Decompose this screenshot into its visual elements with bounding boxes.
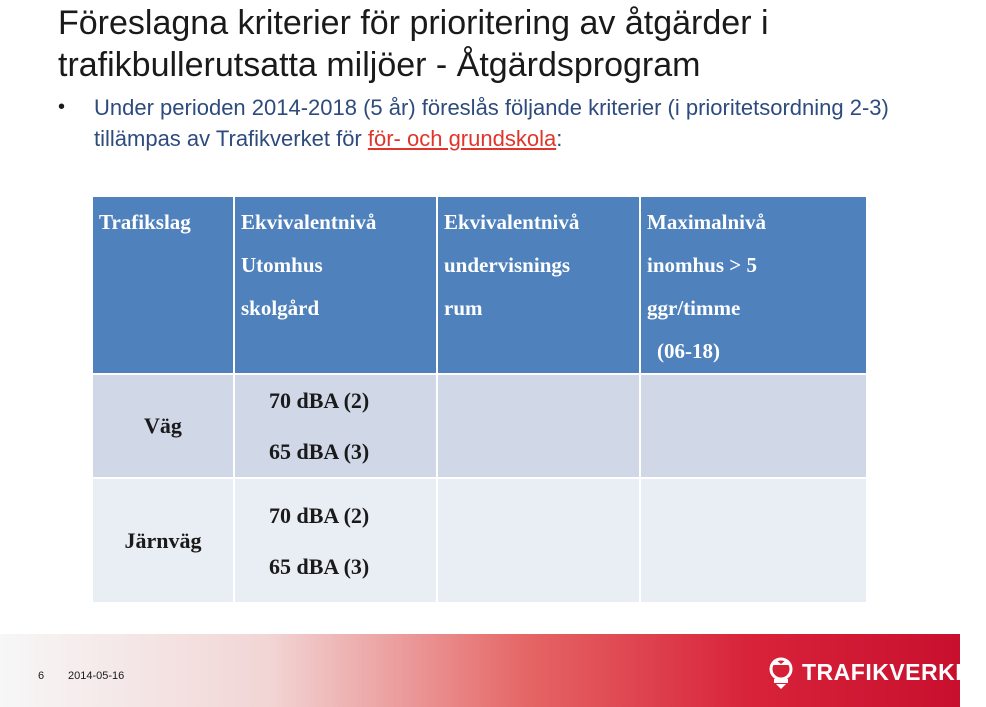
bullet-text-suffix: : [556,126,563,151]
row-value: 70 dBA (2) [269,502,370,528]
table-row [92,374,867,478]
header-line: undervisnings [444,253,571,277]
table-header-row [92,196,867,374]
crown-emblem-icon [766,654,796,690]
row-value: 65 dBA (3) [269,439,370,464]
header-line: inomhus > 5 [647,253,758,277]
page-number: 6 [38,670,45,682]
header-line: Trafikslag [99,210,191,234]
bullet-text-prefix: Under perioden 2014-2018 (5 år) föreslås följande kriterier (i prioritetsordning 2-3) tillämpas av Trafikverket för [94,95,889,151]
header-line: (06-18) [657,339,720,363]
row-value: 65 dBA (3) [269,553,370,579]
header-line: Maximalnivå [647,210,766,234]
header-ekvivalent-undervisning [437,196,640,374]
header-line: rum [444,296,483,320]
trafikverket-logo [766,652,986,692]
row-value: 70 dBA (2) [269,388,370,413]
row-cell-empty [437,374,640,478]
slide-footer [0,634,986,707]
header-maximalniva [640,196,867,374]
slide-title: Föreslagna kriterier för prioritering av åtgärder i trafikbullerutsatta miljöer - Åtgärdsprogram [58,4,769,84]
bullet-text [58,92,918,154]
footer-date: 2014-05-16 [68,670,125,682]
row-category: Väg [92,374,234,478]
row-cell-empty [437,478,640,603]
row-cell-empty [640,374,867,478]
header-line: Utomhus [241,253,323,277]
row-category: Järnväg [92,478,234,603]
bullet-highlight-link[interactable]: för- och grundskola [367,126,557,151]
row-values [234,478,437,603]
header-line: skolgård [241,296,320,320]
row-cell-empty [640,478,867,603]
bullet-point [58,92,918,154]
header-ekvivalent-utomhus [234,196,437,374]
header-trafikslag [92,196,234,374]
header-line: Ekvivalentnivå [444,210,580,234]
criteria-table [91,195,866,604]
table-row [92,478,867,603]
header-line: Ekvivalentnivå [241,210,377,234]
row-values [234,374,437,478]
brand-name: TRAFIKVERKET [802,658,986,685]
header-line: ggr/timme [647,296,741,320]
bullet-icon: • [58,96,66,118]
